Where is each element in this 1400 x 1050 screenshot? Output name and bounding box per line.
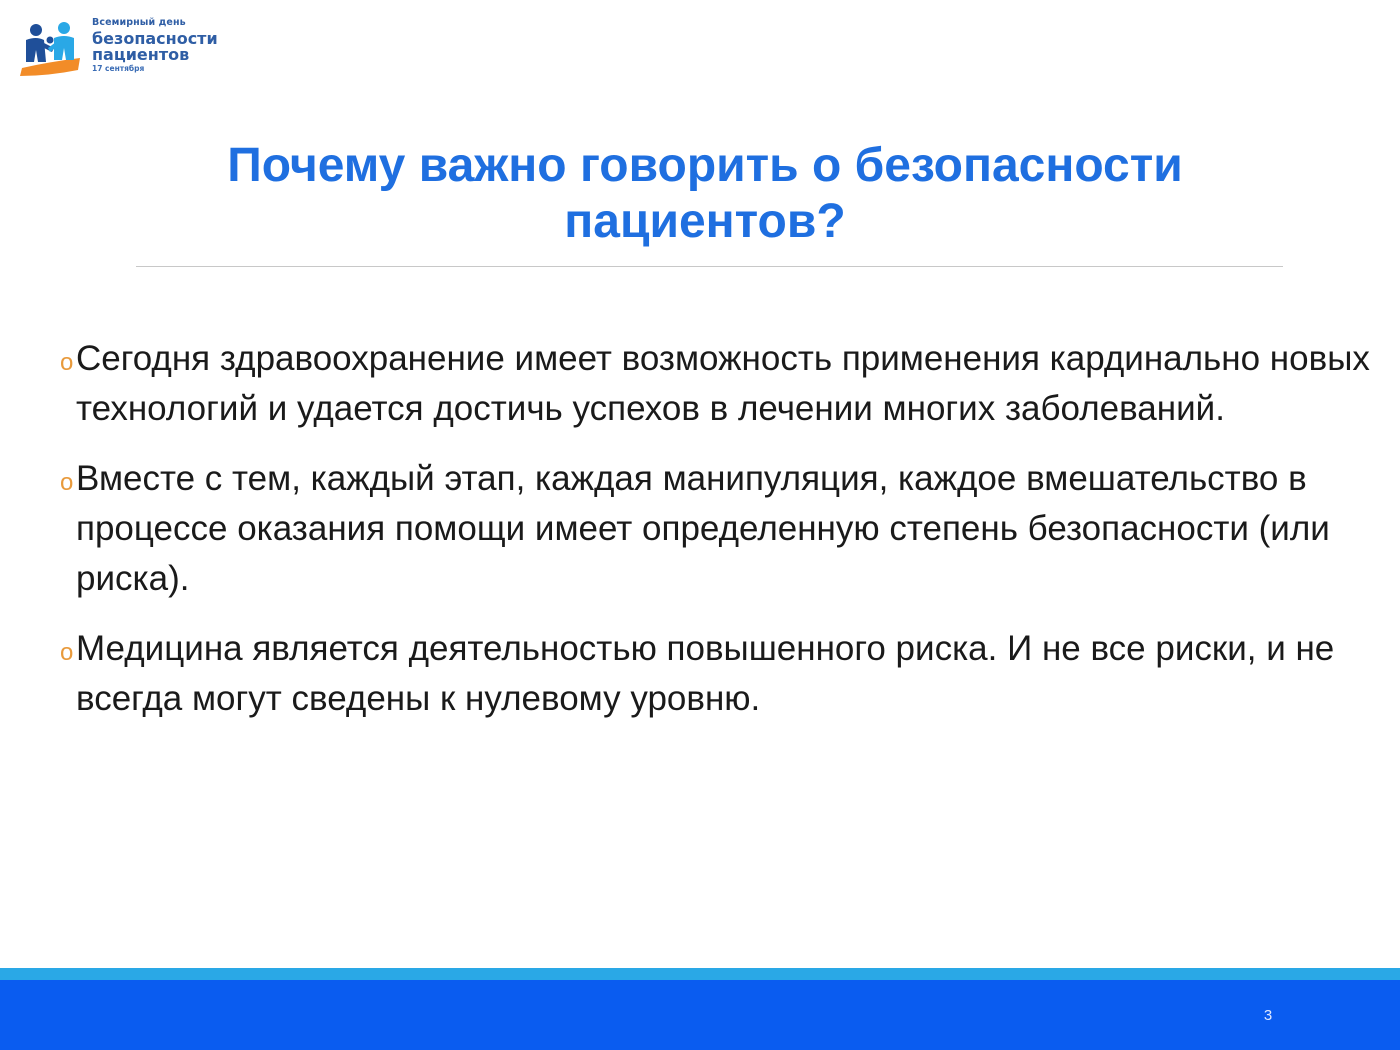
bullet-item-2 [60,454,1370,604]
slide-title-line-2: пациентов? [564,195,846,248]
bullet-marker-icon: o [60,639,74,666]
bullet-item-1 [60,334,1370,434]
footer-bar [0,980,1400,1050]
logo-line-2: безопасности [92,28,218,48]
logo-line-3: пациентов [92,44,190,64]
bullet-text-2: Вместе с тем, каждый этап, каждая манипуляция, каждое вмешательство в процессе оказания помощи имеет определенную степень безопасности (или риска). [76,459,1330,598]
page-number: 3 [1263,1007,1273,1024]
slide-title-line-1: Почему важно говорить о безопасности [227,139,1183,192]
bullet-text-3: Медицина является деятельностью повышенного риска. И не все риски, и не всегда могут сведены к нулевому уровню. [76,629,1335,718]
bullet-marker-icon: o [60,349,74,376]
logo-wordmark [92,18,218,72]
patient-safety-logo-icon [18,18,86,80]
bullet-item-3 [60,624,1370,724]
bullet-text-1: Сегодня здравоохранение имеет возможность применения кардинально новых технологий и удается достичь успехов в лечении многих заболеваний. [76,339,1370,428]
bullet-list [60,334,1370,744]
footer-accent-stripe [0,968,1400,980]
event-logo [18,16,258,82]
logo-line-4: 17 сентября [92,63,145,73]
title-divider [136,266,1283,267]
slide-title [100,138,1310,250]
logo-line-1: Всемирный день [92,17,186,28]
bullet-marker-icon: o [60,469,74,496]
